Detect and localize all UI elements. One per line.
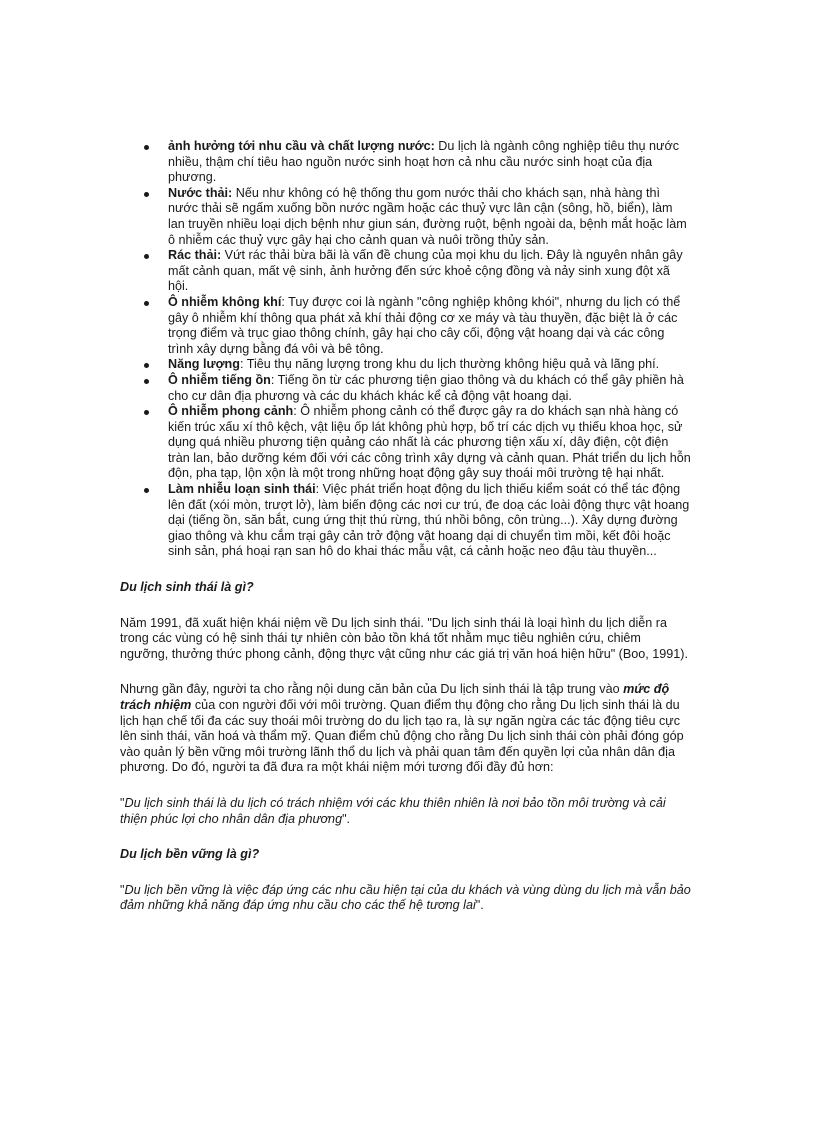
item-text: : Tiêu thụ năng lượng trong khu du lịch thường không hiệu quả và lãng phí. [239, 357, 660, 372]
list-item [120, 139, 692, 186]
item-term: ảnh hưởng tới nhu cầu và chất lượng nước: [168, 139, 435, 153]
item-term: Làm nhiễu loạn sinh thái [168, 482, 316, 497]
quote-mark: ". [475, 898, 484, 913]
bullet-icon [144, 192, 149, 197]
section-heading-sustainable-tourism: Du lịch bền vững là gì? [120, 847, 260, 862]
quote-mark: " [120, 882, 125, 897]
list-item [120, 295, 692, 357]
ecotourism-definition-paragraph: Năm 1991, đã xuất hiện khái niệm về Du lịch sinh thái. "Du lịch sinh thái là loại hình du lịch diễn ra trong các vùng có hệ sinh thái tự nhiên còn bảo tồn khá tốt nhằm mục tiêu nghiên cứu, chiêm ngưỡng, thưởng thức phong cảnh, động thực vật cũng như các giá trị văn hoá hiện hữu" (Boo, 1991). [120, 615, 688, 661]
quote-mark: " [120, 795, 125, 810]
quote-mark: ". [342, 811, 351, 826]
paragraph-text: của con người đối với môi trường. Quan điểm thụ động cho rằng Du lịch sinh thái là du lịch hạn chế tối đa các suy thoái môi trường do du lịch tạo ra, là sự ngăn ngừa các tác động tiêu cực lên sinh thái, văn hoá và thẩm mỹ. Quan điểm chủ động cho rằng Du lịch sinh thái còn phải đóng góp vào quản lý bền vững môi trường lãnh thổ du lịch và phải quan tâm đến quyền lợi của nhân dân địa phương. Do đó, người ta đã đưa ra một khái niệm mới tương đối đầy đủ hơn: [120, 698, 684, 775]
item-text: Du lịch là ngành công nghiệp tiêu thụ nước nhiều, thậm chí tiêu hao nguồn nước sinh hoạt hơn cả nhu cầu nước sinh hoạt của địa phương. [168, 139, 680, 185]
item-term: Rác thải: [168, 248, 222, 263]
item-text: Nếu như không có hệ thống thu gom nước thải cho khách sạn, nhà hàng thì nước thải sẽ ngấm xuống bồn nước ngầm hoặc các thuỷ vực lân cận (sông, hồ, biển), làm lan truyền nhiều loại dịch bệnh như giun sán, đường ruột, bệnh ngoài da, bệnh mắt hoặc làm ô nhiễm các thuỷ vực gây hại cho cảnh quan và nuôi trồng thủy sản. [168, 185, 687, 247]
emphasis-text: mức độ trách nhiệm [120, 682, 670, 712]
impact-list [120, 139, 692, 560]
quote-text: Du lịch bền vững là việc đáp ứng các nhu cầu hiện tại của du khách và vùng dùng du lịch mà vẫn bảo đảm những khả năng đáp ứng nhu cầu cho các thế hệ tương lai [120, 882, 691, 913]
bullet-icon [144, 254, 149, 259]
document-body [120, 139, 692, 914]
bullet-icon [144, 410, 149, 415]
responsibility-paragraph [120, 682, 692, 776]
item-term: Ô nhiễm phong cảnh [168, 404, 294, 419]
item-text: : Tiếng ồn từ các phương tiện giao thông và du khách có thể gây phiền hà cho cư dân địa phương và các du khách khác kể cả động vật hoang dại. [168, 372, 684, 403]
list-item [120, 373, 692, 404]
section-heading-ecotourism: Du lịch sinh thái là gì? [120, 580, 254, 595]
sustainable-tourism-quote [120, 883, 692, 914]
bullet-icon [144, 379, 149, 384]
item-term: Ô nhiễm không khí [168, 294, 282, 309]
bullet-icon [144, 363, 149, 368]
item-term: Nước thải: [168, 185, 233, 200]
item-term: Ô nhiễm tiếng ồn [168, 372, 271, 387]
item-term: Năng lượng [168, 357, 240, 372]
list-item [120, 482, 692, 560]
ecotourism-quote [120, 796, 692, 827]
bullet-icon [144, 488, 149, 493]
list-item [120, 248, 692, 295]
list-item [120, 404, 692, 482]
item-text: : Tuy được coi là ngành "công nghiệp không khói", nhưng du lịch có thể gây ô nhiễm khí thông qua phát xả khí thải động cơ xe máy và tàu thuyền, đặc biệt là ở các trọng điểm và trục giao thông chính, gây hại cho cây cối, động vật hoang dại và các công trình xây dựng bằng đá vôi và bê tông. [168, 294, 681, 356]
list-item [120, 357, 692, 373]
paragraph-text: Nhưng gần đây, người ta cho rằng nội dung căn bản của Du lịch sinh thái là tập trung vào [120, 682, 624, 697]
item-text: Vứt rác thải bừa bãi là vấn đề chung của mọi khu du lịch. Đây là nguyên nhân gây mất cảnh quan, mất vệ sinh, ảnh hưởng đến sức khoẻ cộng đồng và nảy sinh xung đột xã hội. [168, 248, 683, 294]
bullet-icon [144, 145, 149, 150]
bullet-icon [144, 301, 149, 306]
item-text: : Việc phát triển hoạt động du lịch thiếu kiểm soát có thể tác động lên đất (xói mòn, trượt lở), làm biến động các nơi cư trú, đe doạ các loài động thực vật hoang dại (tiếng ồn, săn bắt, cung ứng thịt thú rừng, thú nhồi bông, côn trùng...). Xây dựng đường giao thông và khu cắm trại gây cản trở động vật hoang dại di chuyển tìm mồi, kết đôi hoặc sinh sản, phá hoại rạn san hô do khai thác mẫu vật, cá cảnh hoặc neo đậu tàu thuyền... [168, 482, 690, 559]
item-text: : Ô nhiễm phong cảnh có thể được gây ra do khách sạn nhà hàng có kiến trúc xấu xí thô kệch, vật liệu ốp lát không phù hợp, bố trí các dịch vụ thiếu khoa học, sử dụng quá nhiều phương tiện quảng cáo nhất là các phương tiện xấu xí, dây điện, cột điện tràn lan, bảo dưỡng kém đối với các công trình xây dựng và cảnh quan. Phát triển du lịch hỗn độn, pha tạp, lộn xộn là một trong những hoạt động gây suy thoái môi trường tệ hại nhất. [168, 404, 691, 481]
list-item [120, 186, 692, 248]
quote-text: Du lịch sinh thái là du lịch có trách nhiệm với các khu thiên nhiên là nơi bảo tồn môi trường và cải thiện phúc lợi cho nhân dân địa phương [120, 795, 666, 826]
